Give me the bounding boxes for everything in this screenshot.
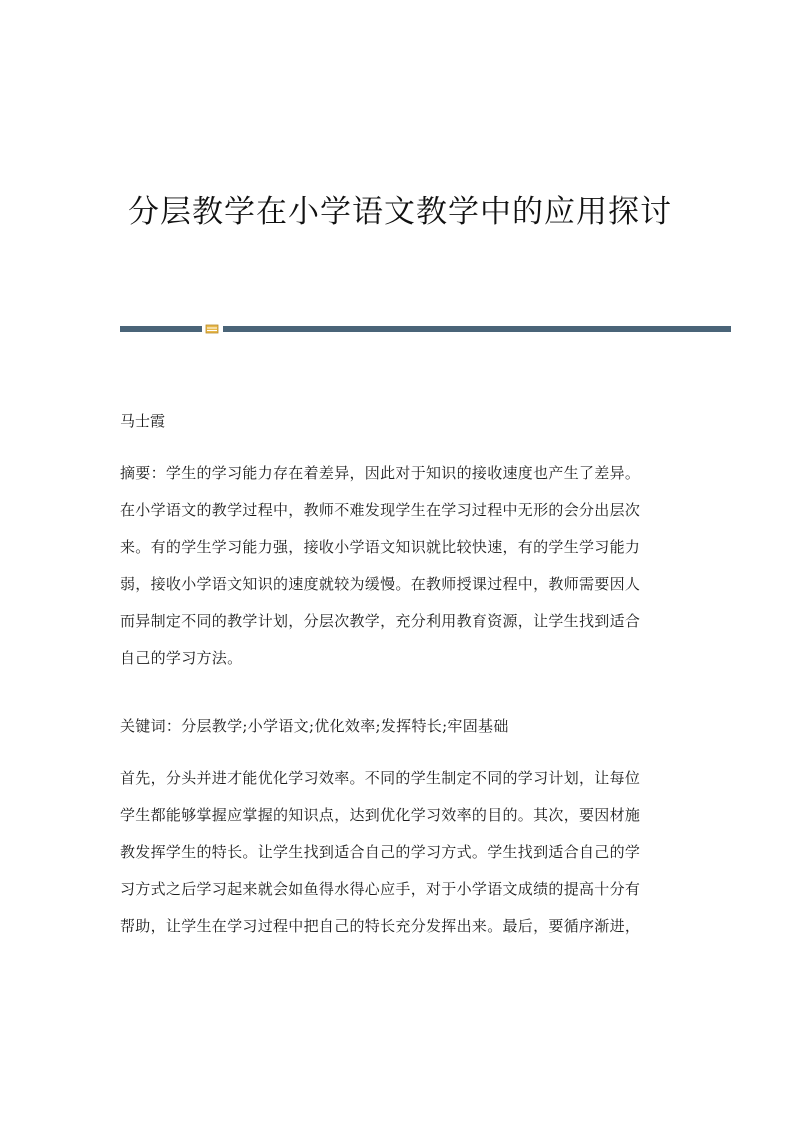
abstract-line: 在小学语文的教学过程中，教师不难发现学生在学习过程中无形的会分出层次 [120,501,641,519]
keywords-line: 关键词：分层教学;小学语文;优化效率;发挥特长;牢固基础 [120,717,509,735]
body-paragraph [120,760,680,945]
divider-left-segment [120,326,202,332]
body-line: 帮助，让学生在学习过程中把自己的特长充分发挥出来。最后，要循序渐进， [120,917,641,935]
abstract-line: 来。有的学生学习能力强，接收小学语文知识就比较快速，有的学生学习能力 [120,538,641,556]
body-line: 首先，分头并进才能优化学习效率。不同的学生制定不同的学习计划，让每位 [120,769,641,787]
abstract-line: 自己的学习方法。 [120,649,243,667]
divider-ornament-icon [205,323,219,335]
abstract-line: 而异制定不同的教学计划，分层次教学，充分利用教育资源，让学生找到适合 [120,612,641,630]
author-name: 马士霞 [120,412,166,430]
document-title: 分层教学在小学语文教学中的应用探讨 [128,194,672,230]
body-line: 习方式之后学习起来就会如鱼得水得心应手，对于小学语文成绩的提高十分有 [120,880,641,898]
divider-right-segment [223,326,731,332]
title-divider [120,325,731,333]
abstract-line: 弱，接收小学语文知识的速度就较为缓慢。在教师授课过程中，教师需要因人 [120,575,641,593]
body-line: 学生都能够掌握应掌握的知识点，达到优化学习效率的目的。其次，要因材施 [120,806,641,824]
abstract-paragraph [120,455,680,677]
body-line: 教发挥学生的特长。让学生找到适合自己的学习方式。学生找到适合自己的学 [120,843,641,861]
abstract-line: 摘要：学生的学习能力存在着差异，因此对于知识的接收速度也产生了差异。 [120,464,641,482]
